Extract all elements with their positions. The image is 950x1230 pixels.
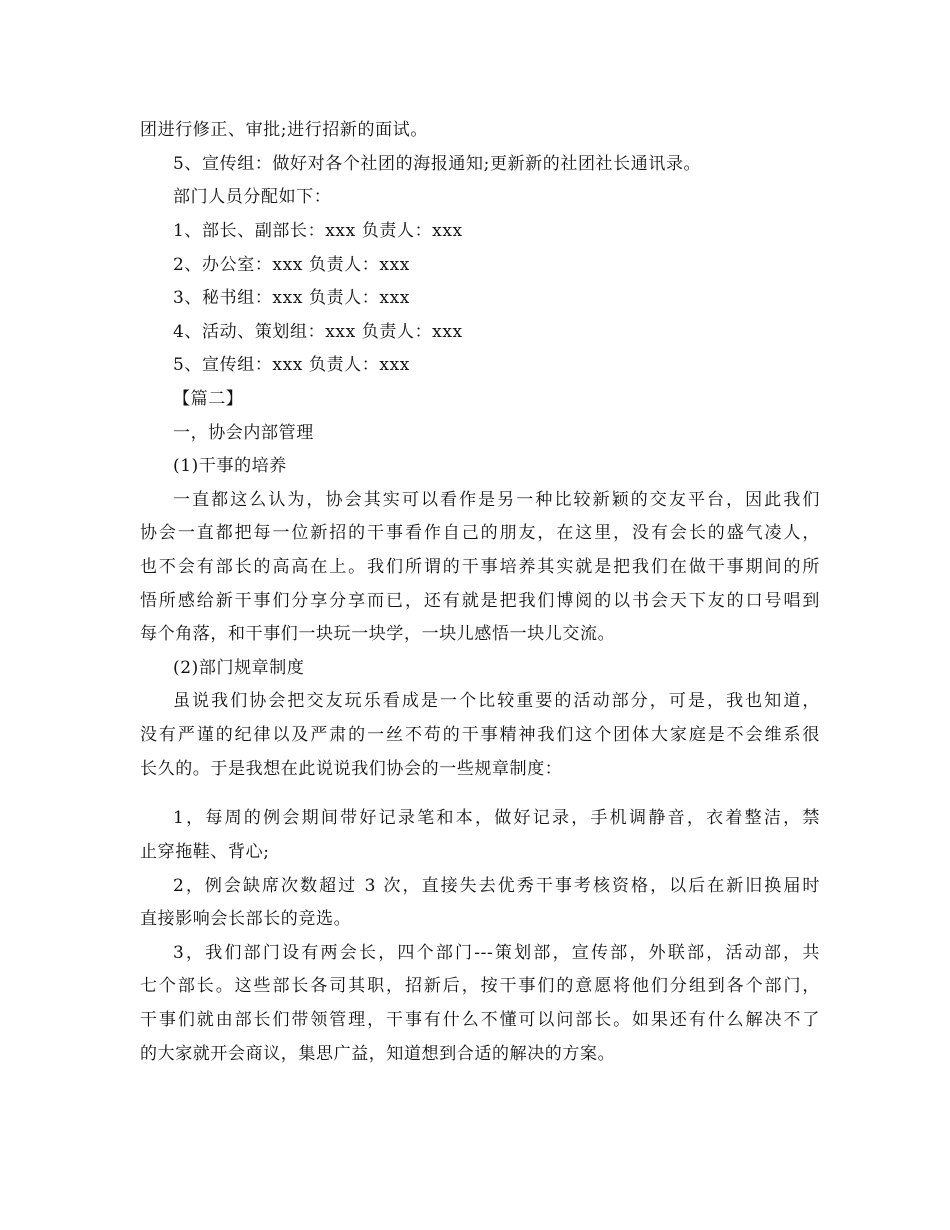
text-line: 4、活动、策划组：xxx 负责人：xxx	[173, 322, 463, 342]
text-line: 部门人员分配如下：	[173, 187, 332, 207]
text-line: 的大家就开会商议，集思广益，知道想到合适的解决的方案。	[140, 1044, 616, 1064]
text-line: 长久的。于是我想在此说说我们协会的一些规章制度：	[140, 759, 563, 779]
text-line: 也不会有部长的高高在上。我们所谓的干事培养其实就是把我们在做干事期间的所	[140, 557, 820, 577]
text-line: 5、宣传组：xxx 负责人：xxx	[173, 355, 410, 375]
text-line: 没有严谨的纪律以及严肃的一丝不苟的干事精神我们这个团体大家庭是不会维系很	[140, 725, 820, 745]
text-line: 虽说我们协会把交友玩乐看成是一个比较重要的活动部分，可是，我也知道，	[173, 691, 820, 711]
text-line: 干事们就由部长们带领管理，干事有什么不懂可以问部长。如果还有什么解决不了	[140, 1010, 820, 1030]
text-line: 3、秘书组：xxx 负责人：xxx	[173, 288, 410, 308]
text-line: 协会一直都把每一位新招的干事看作自己的朋友，在这里，没有会长的盛气凌人，	[140, 523, 820, 543]
text-line: 1，每周的例会期间带好记录笔和本，做好记录，手机调静音，衣着整洁，禁	[173, 808, 820, 828]
text-line: 直接影响会长部长的竞选。	[140, 909, 352, 929]
text-line: 2，例会缺席次数超过 3 次，直接失去优秀干事考核资格，以后在新旧换届时	[173, 876, 820, 896]
text-line: (1)干事的培养	[173, 456, 287, 476]
text-line: 一，协会内部管理	[173, 423, 314, 443]
text-line: 团进行修正、审批;进行招新的面试。	[140, 120, 428, 140]
text-line: 七个部长。这些部长各司其职，招新后，按干事们的意愿将他们分组到各个部门，	[140, 976, 820, 996]
text-line: 1、部长、副部长：xxx 负责人：xxx	[173, 221, 463, 241]
text-line: 止穿拖鞋、背心;	[140, 842, 270, 862]
text-line: 每个角落，和干事们一块玩一块学，一块儿感悟一块儿交流。	[140, 624, 616, 644]
text-line: 一直都这么认为，协会其实可以看作是另一种比较新颖的交友平台，因此我们	[173, 490, 820, 510]
text-line: 3，我们部门设有两会长，四个部门---策划部，宣传部，外联部，活动部，共	[173, 943, 820, 963]
section-heading: 【篇二】	[173, 389, 244, 409]
text-line: 2、办公室：xxx 负责人：xxx	[173, 255, 410, 275]
text-line: 5、宣传组：做好对各个社团的海报通知;更新新的社团社长通讯录。	[173, 154, 702, 174]
text-line: (2)部门规章制度	[173, 658, 305, 678]
text-line: 悟所感给新干事们分享分享而已，还有就是把我们博阅的以书会天下友的口号唱到	[140, 591, 820, 611]
